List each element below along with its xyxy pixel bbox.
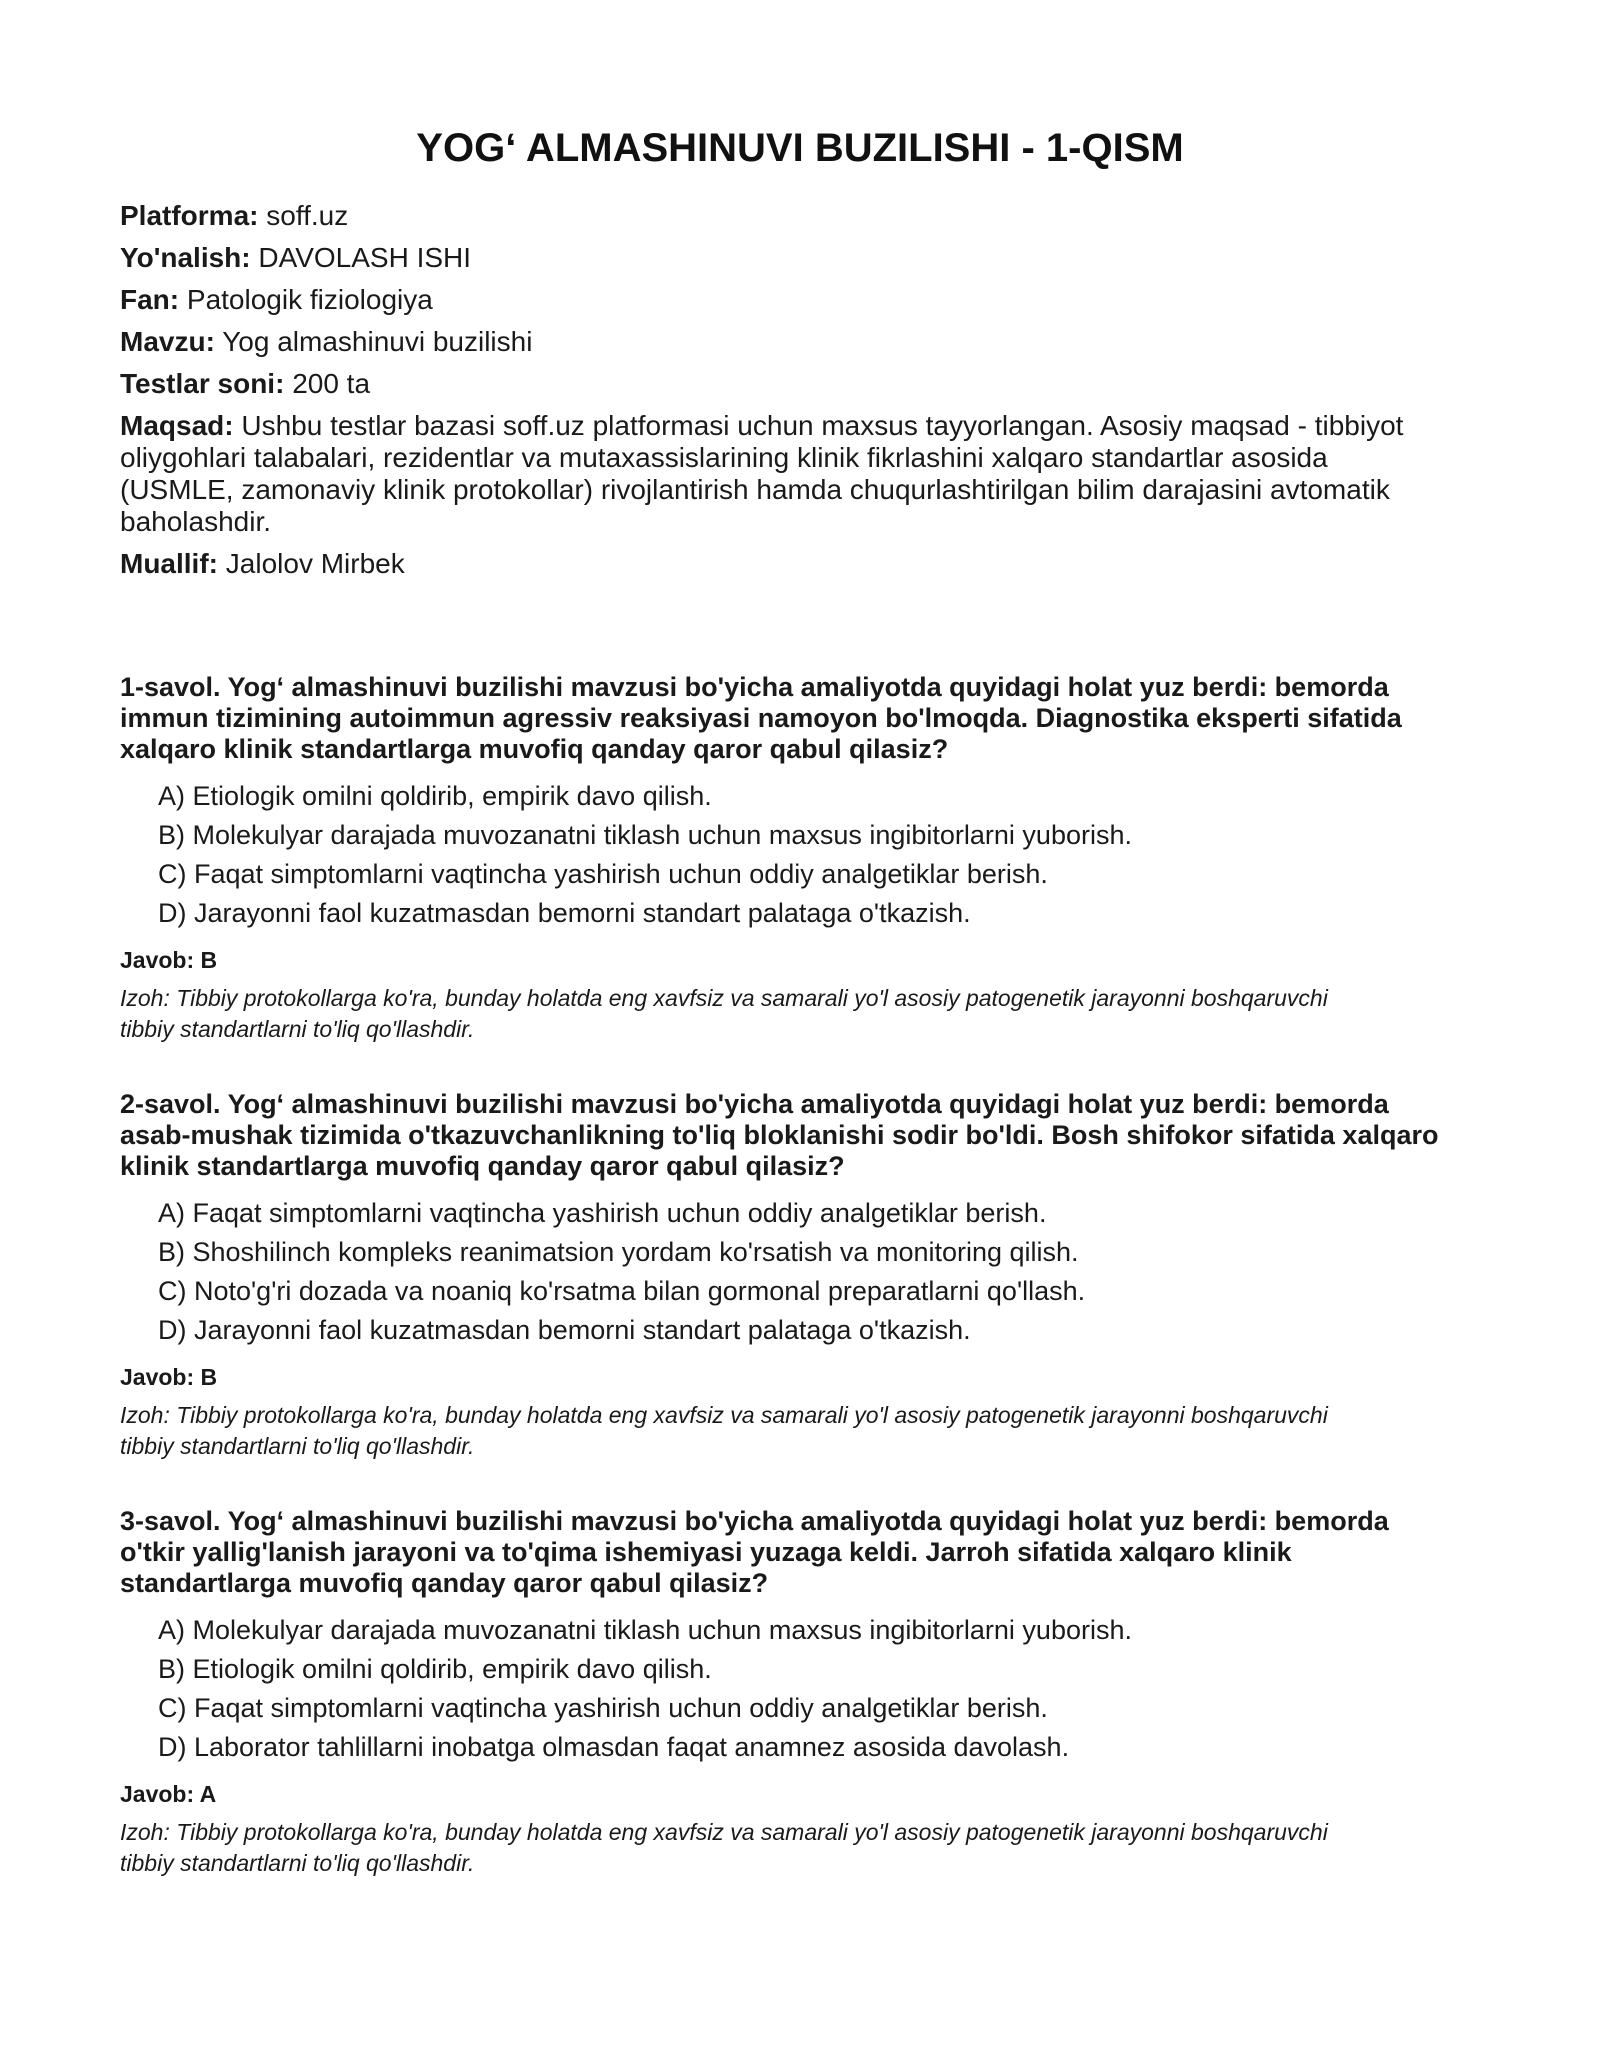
- answer-explanation: Izoh: Tibbiy protokollarga ko'ra, bunday holatda eng xavfsiz va samarali yo'l asosiy patogenetik jarayonni boshqaruvchi tibbiy standartlarni to'liq qo'llashdir.: [120, 1819, 1328, 1876]
- question-list: [120, 672, 1460, 1923]
- meta-label: Yo'nalish:: [120, 242, 251, 273]
- meta-platform: [120, 200, 1440, 232]
- meta-value: Ushbu testlar bazasi soff.uz platformasi uchun maxsus tayyorlangan. Asosiy maqsad - tibbiyot oliygohlari talabalari, rezidentlar va mutaxassislarining klinik fikrlashini xalqaro standartlar asosida (USMLE, zamonaviy klinik protokollar) rivojlantirish hamda chuqurlashtirilgan bilim darajasini avtomatik baholashdir.: [120, 410, 1404, 537]
- meta-label: Fan:: [120, 284, 180, 315]
- meta-value: soff.uz: [266, 200, 349, 231]
- meta-subject: [120, 284, 1440, 316]
- option-d: D) Laborator tahlillarni inobatga olmasdan faqat anamnez asosida davolash.: [158, 1732, 1070, 1762]
- option-b: B) Shoshilinch kompleks reanimatsion yordam ko'rsatish va monitoring qilish.: [158, 1237, 1079, 1267]
- meta-topic: [120, 326, 1440, 358]
- option-d: D) Jarayonni faol kuzatmasdan bemorni standart palataga o'tkazish.: [158, 898, 971, 928]
- question-text: 1-savol. Yog‘ almashinuvi buzilishi mavzusi bo'yicha amaliyotda quyidagi holat yuz berdi: bemorda immun tizimining autoimmun agressiv reaksiyasi namoyon bo'lmoqda. Diagnostika eksperti sifatida xalqaro klinik standartlarga muvofiq qanday qaror qabul qilasiz?: [120, 672, 1402, 764]
- correct-answer: Javob: A: [120, 1781, 217, 1807]
- option-a: A) Etiologik omilni qoldirib, empirik davo qilish.: [158, 781, 712, 811]
- meta-author: [120, 548, 1440, 580]
- document-title: YOG‘ ALMASHINUVI BUZILISHI - 1-QISM: [416, 126, 1184, 170]
- question-text: 2-savol. Yog‘ almashinuvi buzilishi mavzusi bo'yicha amaliyotda quyidagi holat yuz berdi: bemorda asab-mushak tizimida o'tkazuvchanlikning to'liq bloklanishi sodir bo'ldi. Bosh shifokor sifatida xalqaro klinik standartlarga muvofiq qanday qaror qabul qilasiz?: [120, 1089, 1439, 1181]
- option-d: D) Jarayonni faol kuzatmasdan bemorni standart palataga o'tkazish.: [158, 1315, 971, 1345]
- correct-answer: Javob: B: [120, 947, 218, 973]
- option-c: C) Faqat simptomlarni vaqtincha yashirish uchun oddiy analgetiklar berish.: [158, 1693, 1048, 1723]
- option-b: B) Molekulyar darajada muvozanatni tiklash uchun maxsus ingibitorlarni yuborish.: [158, 820, 1132, 850]
- correct-answer: Javob: B: [120, 1364, 218, 1390]
- meta-value: Yog almashinuvi buzilishi: [222, 326, 533, 357]
- option-c: C) Faqat simptomlarni vaqtincha yashirish uchun oddiy analgetiklar berish.: [158, 859, 1048, 889]
- meta-label: Muallif:: [120, 548, 218, 579]
- answer-options: [120, 777, 1460, 933]
- meta-label: Platforma:: [120, 200, 259, 231]
- answer-explanation: Izoh: Tibbiy protokollarga ko'ra, bunday holatda eng xavfsiz va samarali yo'l asosiy patogenetik jarayonni boshqaruvchi tibbiy standartlarni to'liq qo'llashdir.: [120, 1402, 1328, 1459]
- meta-direction: [120, 242, 1440, 274]
- question-text: 3-savol. Yog‘ almashinuvi buzilishi mavzusi bo'yicha amaliyotda quyidagi holat yuz berdi: bemorda o'tkir yallig'lanish jarayoni va to'qima ishemiyasi yuzaga keldi. Jarroh sifatida xalqaro klinik standartlarga muvofiq qanday qaror qabul qilasiz?: [120, 1506, 1389, 1598]
- answer-options: [120, 1611, 1460, 1767]
- question-block: [120, 1089, 1460, 1462]
- meta-label: Maqsad:: [120, 410, 234, 441]
- option-b: B) Etiologik omilni qoldirib, empirik davo qilish.: [158, 1654, 712, 1684]
- answer-options: [120, 1194, 1460, 1350]
- meta-purpose: [120, 410, 1440, 538]
- meta-label: Mavzu:: [120, 326, 215, 357]
- meta-value: Patologik fiziologiya: [186, 284, 433, 315]
- meta-label: Testlar soni:: [120, 368, 285, 399]
- meta-value: 200 ta: [292, 368, 371, 399]
- meta-value: Jalolov Mirbek: [225, 548, 405, 579]
- option-a: A) Faqat simptomlarni vaqtincha yashirish uchun oddiy analgetiklar berish.: [158, 1198, 1047, 1228]
- option-c: C) Noto'g'ri dozada va noaniq ko'rsatma bilan gormonal preparatlarni qo'llash.: [158, 1276, 1086, 1306]
- meta-test-count: [120, 368, 1440, 400]
- question-block: [120, 1506, 1460, 1879]
- meta-value: DAVOLASH ISHI: [258, 242, 472, 273]
- option-a: A) Molekulyar darajada muvozanatni tiklash uchun maxsus ingibitorlarni yuborish.: [158, 1615, 1132, 1645]
- answer-explanation: Izoh: Tibbiy protokollarga ko'ra, bunday holatda eng xavfsiz va samarali yo'l asosiy patogenetik jarayonni boshqaruvchi tibbiy standartlarni to'liq qo'llashdir.: [120, 985, 1328, 1042]
- document-metadata: [120, 200, 1440, 590]
- question-block: [120, 672, 1460, 1045]
